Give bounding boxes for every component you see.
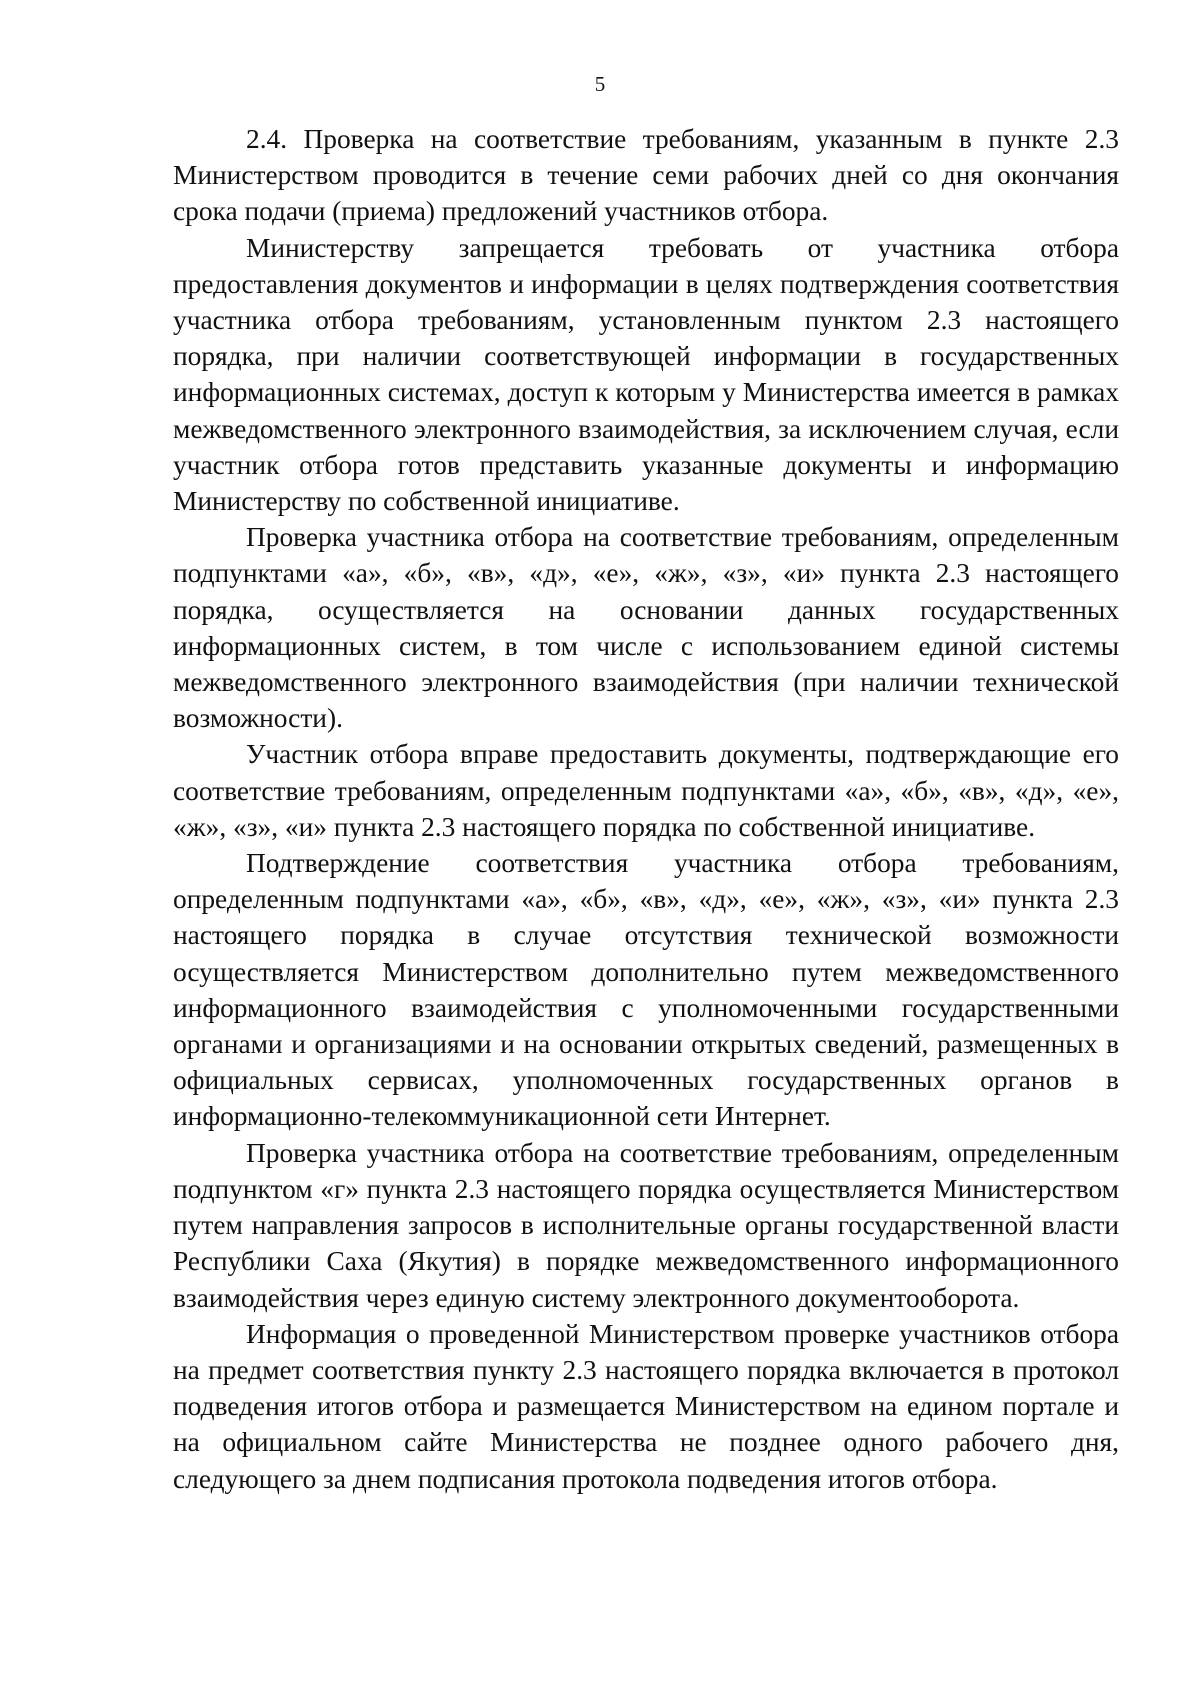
- document-body: [173, 121, 1119, 1497]
- paragraph-ministry-prohibition: Министерству запрещается требовать от участника отбора предоставления документов и информации в целях подтверждения соответствия участника отбора требованиям, установленным пунктом 2.3 настоящего порядка, при наличии соответствующей информации в государственных информационных системах, доступ к которым у Министерства имеется в рамках межведомственного электронного взаимодействия, за исключением случая, если участник отбора готов представить указанные документы и информацию Министерству по собственной инициативе.: [173, 232, 1119, 517]
- page-number: 5: [594, 72, 606, 96]
- paragraph-subpoint-g-check: Проверка участника отбора на соответствие требованиям, определенным подпунктом «г» пункта 2.3 настоящего порядка осуществляется Министерством путем направления запросов в исполнительные органы государственной власти Республики Саха (Якутия) в порядке межведомственного информационного взаимодействия через единую систему электронного документооборота.: [173, 1137, 1119, 1313]
- paragraph-participant-right: Участник отбора вправе предоставить документы, подтверждающие его соответствие требованиям, определенным подпунктами «а», «б», «в», «д», «е», «ж», «з», «и» пункта 2.3 настоящего порядка по собственной инициативе.: [173, 739, 1119, 842]
- paragraph-protocol-information: Информация о проведенной Министерством проверке участников отбора на предмет соответствия пункту 2.3 настоящего порядка включается в протокол подведения итогов отбора и размещается Министерством на едином портале и на официальном сайте Министерства не позднее одного рабочего дня, следующего за днем подписания протокола подведения итогов отбора.: [173, 1318, 1119, 1494]
- paragraph-2-4-check-deadline: 2.4. Проверка на соответствие требованиям, указанным в пункте 2.3 Министерством проводится в течение семи рабочих дней со дня окончания срока подачи (приема) предложений участников отбора.: [173, 124, 1119, 227]
- paragraph-confirmation-no-technical: Подтверждение соответствия участника отбора требованиям, определенным подпунктами «а», «б», «в», «д», «е», «ж», «з», «и» пункта 2.3 настоящего порядка в случае отсутствия технической возможности осуществляется Министерством дополнительно путем межведомственного информационного взаимодействия с уполномоченными государственными органами и организациями и на основании открытых сведений, размещенных в официальных сервисах, уполномоченных государственных органов в информационно-телекоммуникационной сети Интернет.: [173, 848, 1119, 1132]
- paragraph-verification-basis: Проверка участника отбора на соответствие требованиям, определенным подпунктами «а», «б», «в», «д», «е», «ж», «з», «и» пункта 2.3 настоящего порядка, осуществляется на основании данных государственных информационных систем, в том числе с использованием единой системы межведомственного электронного взаимодействия (при наличии технической возможности).: [173, 522, 1119, 734]
